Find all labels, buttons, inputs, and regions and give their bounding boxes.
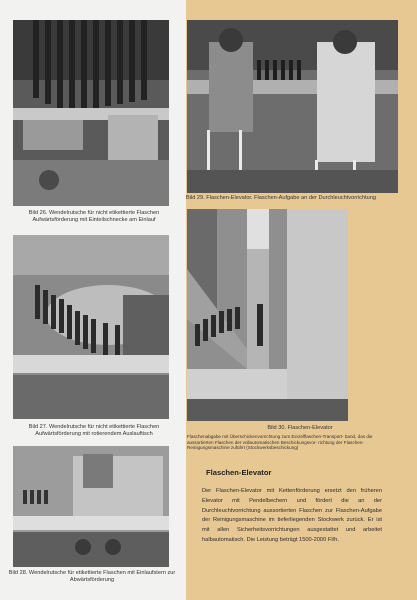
caption-fig28: Bild 28. Wendelrutsche für etikettierte Flaschen mit Einlaufstern zur Abwärtsförderung [8, 570, 176, 584]
section-body: Der Flaschen-Elevator mit Kettenförderung ersetzt den früheren Elevator mit Pendelbechern und fördert die an der Durchleuchtvorrichtung aussortierten Flaschen zur Flaschen-Aufgabe der Reinigungsmaschine im tieferliegenden Stockwerk zurück. Er ist mit allen Sicherheitsvorrichtungen ausgestattet und arbeitet halbautomatisch. Die Leistung beträgt 1500-2000 Fl/h. [202, 488, 382, 543]
section-title: Flaschen-Elevator [206, 468, 272, 477]
photo-fig30 [187, 209, 348, 421]
caption-fig26: Bild 26. Wendelrutsche für nicht etikettierte Flaschen Aufwärtsförderung mit Einteilschnecke am Einlauf [28, 210, 160, 224]
fig30-note: Flaschenabgabe mit Überschickenvorrichtung zum Einzelflaschen-Transport- band, das die aussortierten Flaschen der vollautomatischen Beschickungsvor- richtung der Flaschen-Reinigungsmaschine zuführt (Stockwerksbeschickung) [187, 434, 373, 451]
photo-fig26 [13, 20, 169, 206]
photo-fig28 [13, 446, 169, 567]
photo-fig27 [13, 235, 169, 419]
caption-fig30: Bild 30. Flaschen-Elevator [267, 425, 333, 431]
caption-fig29: Bild 29. Flaschen-Elevator. Flaschen-Aufgabe an der Durchleuchtvorrichtung [186, 195, 376, 201]
caption-fig27: Bild 27. Wendelrutsche für nicht etikettierte Flaschen Aufwärtsförderung mit rotierendem Auslauftisch [28, 424, 160, 438]
photo-fig29 [187, 20, 398, 193]
